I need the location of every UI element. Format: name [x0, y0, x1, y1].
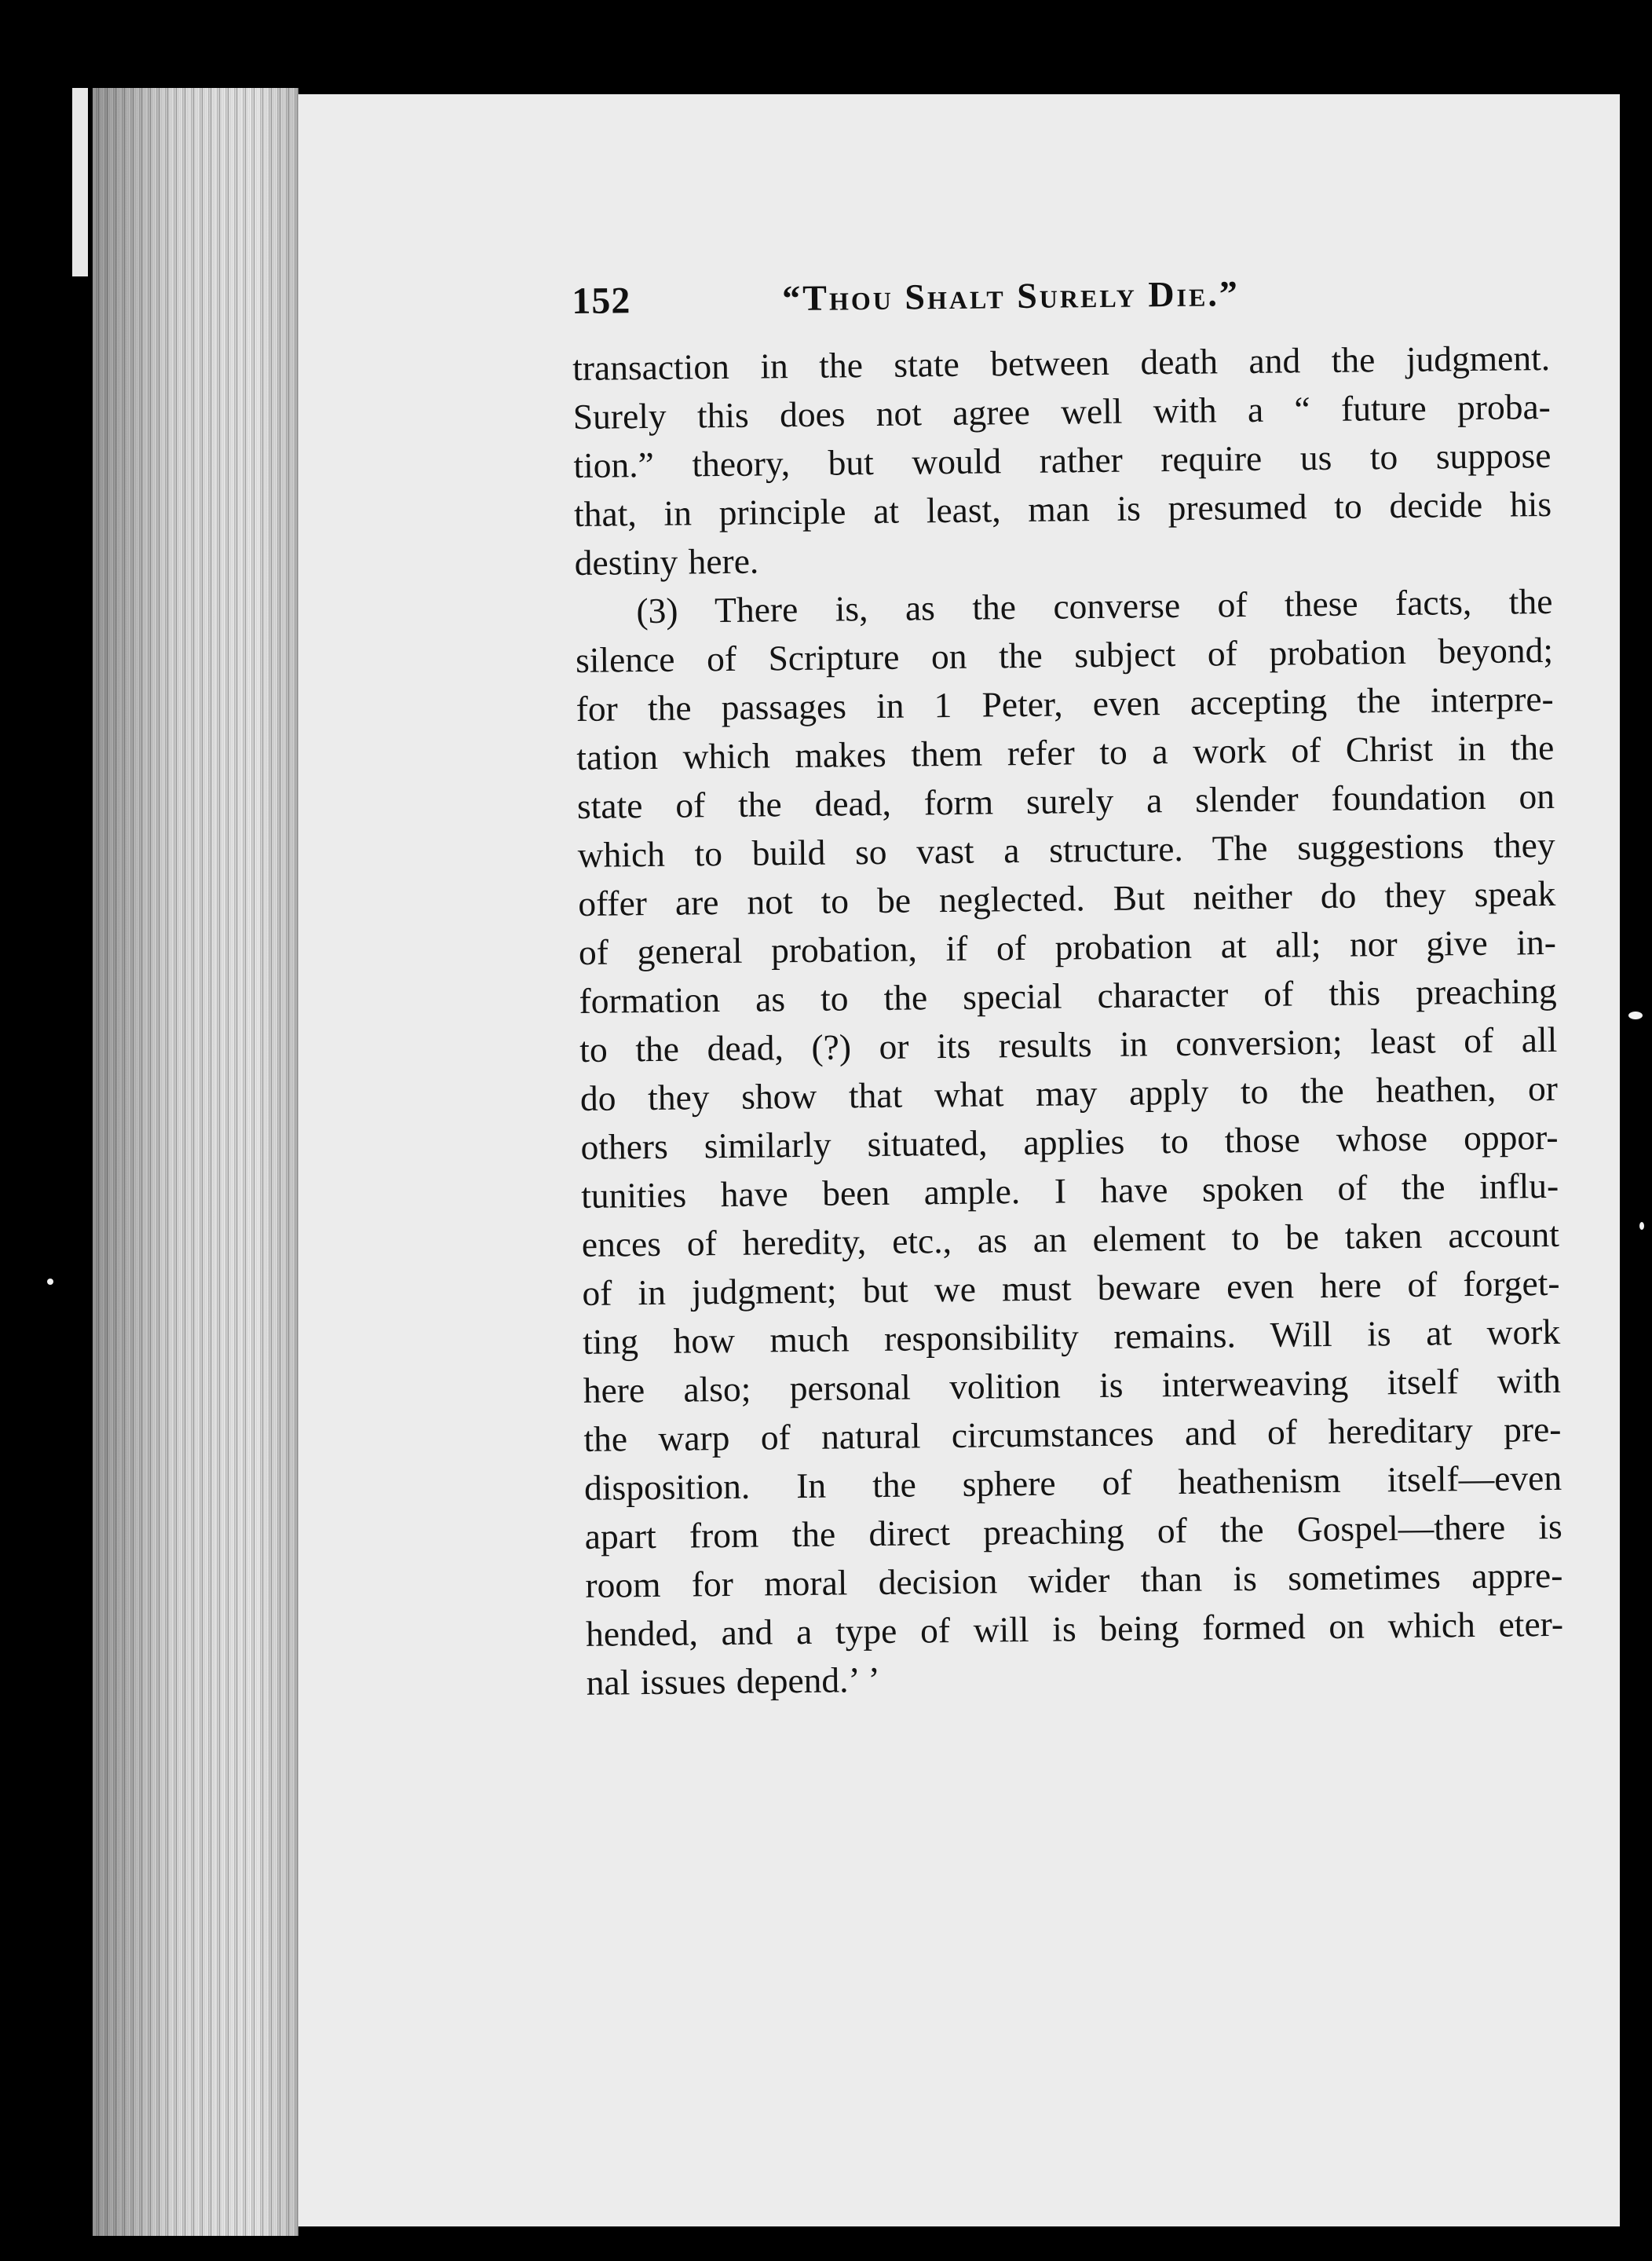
text-line: transaction in the state between death and the judgment. — [572, 337, 1551, 388]
page-header — [572, 269, 1550, 342]
text-line: apart from the direct preaching of the Gospel—there is — [584, 1506, 1562, 1557]
text-line: offer are not to be neglected. But neither do they speak — [578, 873, 1556, 924]
text-line: do they show that what may apply to the heathen, or — [579, 1067, 1559, 1118]
scan-speck — [47, 1279, 53, 1285]
text-line: nal issues depend.’ ’ — [586, 1659, 881, 1703]
binding-strip — [72, 88, 88, 276]
text-line: state of the dead, form surely a slender foundation on — [576, 775, 1555, 826]
text-line: silence of Scripture on the subject of probation beyond; — [575, 629, 1554, 680]
text-line: here also; personal volition is interweaving itself with — [583, 1359, 1562, 1410]
text-line: for the passages in 1 Peter, even accepting the interpre- — [576, 678, 1554, 729]
text-line: to the dead, (?) or its results in conversion; least of all — [579, 1019, 1558, 1070]
text-line: which to build so vast a structure. The suggestions they — [577, 824, 1555, 875]
text-line: destiny here. — [574, 540, 759, 583]
text-line: disposition. In the sphere of heathenism itself—even — [583, 1457, 1562, 1508]
text-line: of in judgment; but we must beware even here of forget- — [582, 1262, 1560, 1313]
text-line: (3) There is, as the converse of these facts, the — [636, 580, 1553, 631]
text-line: the warp of natural circumstances and of hereditary pre- — [583, 1408, 1562, 1459]
running-title: “Thou Shalt Surely Die.” — [781, 273, 1241, 319]
scan-speck — [1639, 1222, 1644, 1230]
scan-speck — [1628, 1012, 1643, 1019]
text-line: that, in principle at least, man is presumed to decide his — [573, 483, 1552, 534]
text-line: Surely this does not agree well with a “ future proba- — [572, 386, 1551, 437]
text-line: tation which makes them refer to a work of Christ in the — [576, 726, 1555, 777]
page-number: 152 — [572, 280, 631, 322]
text-line: tunities have been ample. I have spoken of the influ- — [580, 1165, 1559, 1216]
text-line: others similarly situated, applies to those whose oppor- — [580, 1116, 1559, 1167]
text-line: ences of heredity, etc., as an element to be taken account — [581, 1213, 1560, 1264]
body-text — [572, 334, 1564, 1707]
text-line: hended, and a type of will is being formed on which eter- — [585, 1603, 1564, 1654]
page-content — [572, 269, 1564, 1707]
text-line: room for moral decision wider than is sometimes appre- — [585, 1554, 1563, 1605]
stacked-page-edges — [93, 88, 298, 2236]
text-line: formation as to the special character of this preaching — [579, 970, 1557, 1021]
book-page — [298, 94, 1620, 2226]
text-line: ting how much responsibility remains. Will is at work — [582, 1311, 1561, 1362]
text-line: tion.” theory, but would rather require us to suppose — [573, 434, 1551, 485]
text-line: of general probation, if of probation at all; nor give in- — [578, 921, 1557, 972]
